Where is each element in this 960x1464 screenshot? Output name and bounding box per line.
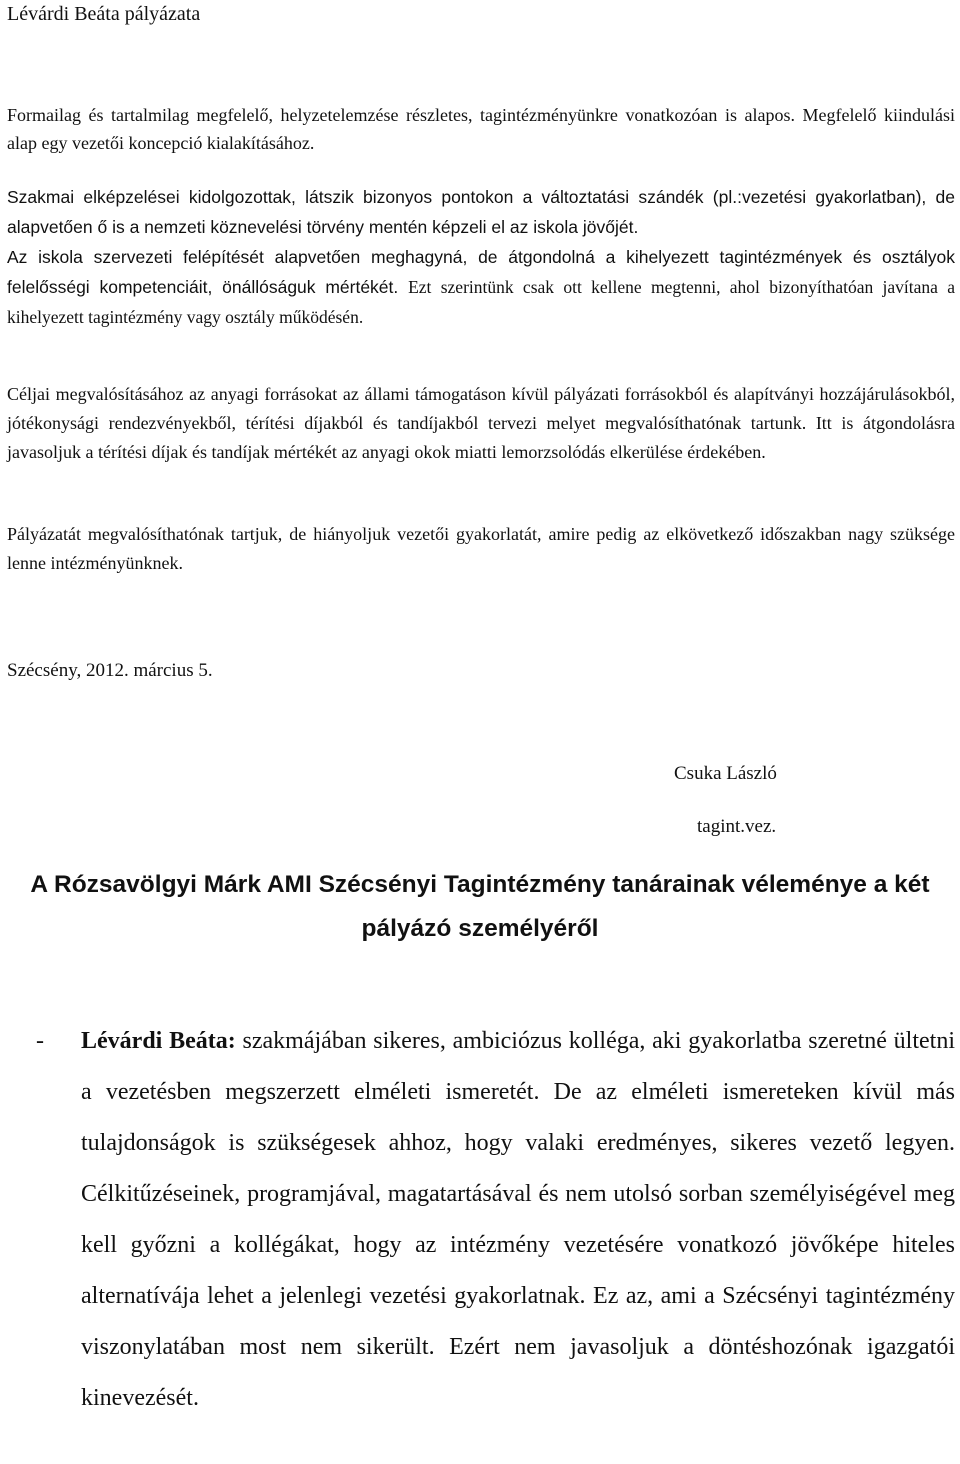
paragraph-financial-sources-part1: Céljai megvalósításához az anyagi forrásokat az állami támogatáson kívül pályázati forrásokból és alapítványi hozzájárulásokból, jótékonysági rendezvényekből, térítési díjakból és tandíjakból tervezi melyet megvalósíthatónak tartunk. [7,384,955,433]
list-bullet-dash: - [36,1028,44,1054]
paragraph-financial-sources [7,380,955,467]
signer-title: tagint.vez. [697,816,777,837]
opinion-paragraph [81,1016,955,1424]
paragraph-organizational-structure [7,242,955,332]
paragraph-financial-sources-part2: Itt is átgondolásra javasoljuk a térítési díjak és tandíjak mértékét az anyagi okok miatti lemorzsolódás elkerülése érdekében. [7,413,955,462]
document-title: Lévárdi Beáta pályázata [7,3,201,25]
paragraph-formal-assessment: Formailag és tartalmilag megfelelő, helyzetelemzése részletes, tagintézményünkre vonatkozóan is alapos. Megfelelő kiindulási alap egy vezetői koncepció kialakításához. [7,105,955,153]
candidate-name: Lévárdi Beáta: [81,1028,236,1054]
paragraph-organizational-structure-part1: Az iskola szervezeti felépítését alapvetően meghagyná, de átgondolná a kihelyezett tagintézmények és osztályok felelősségi kompetenciáit, önállóságuk mértékét. [7,247,955,297]
opinion-body: szakmájában sikeres, ambiciózus kolléga, aki gyakorlatba szeretné ültetni a vezetésben megszerzett elméleti ismeretét. De az elméleti ismereteken kívül más tulajdonságok is szükségesek ahhoz, hogy valaki eredményes, sikeres vezető legyen. Célkitűzéseinek, programjával, magatartásával és nem utolsó sorban személyiségével meg kell győzni a kollégákat, hogy az intézmény vezetésére vonatkozó jövőképe hiteles alternatívája lehet a jelenlegi vezetési gyakorlatnak. Ez az, ami a Szécsényi tagintézmény viszonylatában most nem sikerült. Ezért nem javasoljuk a döntéshozónak igazgatói kinevezését. [81,1028,956,1411]
paragraph-organizational-structure-part2: Ezt szerintünk csak ott kellene megtenni, ahol bizonyíthatóan javítana a kihelyezett tagintézmény vagy osztály működésén. [7,277,955,327]
paragraph-professional-concepts: Szakmai elképzelései kidolgozottak, látszik bizonyos pontokon a változtatási szándék (pl.:vezetési gyakorlatban), de alapvetően ő is a nemzeti köznevelési törvény mentén képzeli el az iskola jövőjét. [7,187,955,237]
paragraph-conclusion: Pályázatát megvalósíthatónak tartjuk, de hiányoljuk vezetői gyakorlatát, amire pedig az elkövetkező időszakban nagy szüksége lenne intézményünknek. [7,524,955,573]
section-heading: A Rózsavölgyi Márk AMI Szécsényi Tagintézmény tanárainak véleménye a két pályázó személyéről [30,871,930,942]
place-and-date: Szécsény, 2012. március 5. [7,660,213,681]
signer-name: Csuka László [674,763,777,784]
